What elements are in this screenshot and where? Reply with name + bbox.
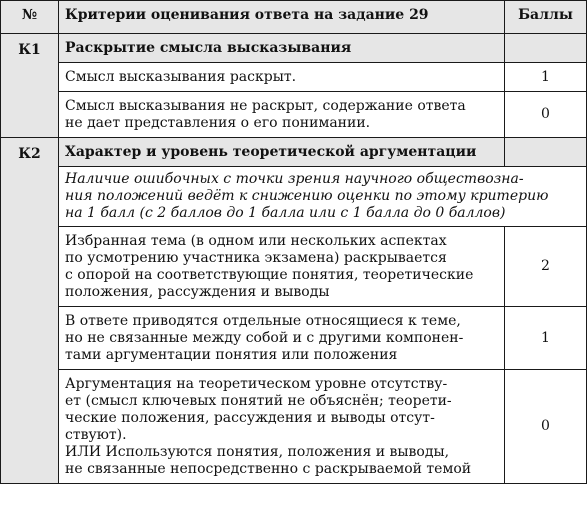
k2-code: К2 (1, 138, 59, 484)
k1-row-1-line-1: Смысл высказывания раскрыт. (65, 69, 297, 85)
k2-note-line-3: на 1 балл (с 2 баллов до 1 балла или с 1 балла до 0 баллов) (65, 205, 506, 221)
header-criteria: Критерии оценивания ответа на задание 29 (59, 1, 505, 34)
k2-row-3-desc (59, 370, 505, 484)
k1-row-2-desc (59, 92, 505, 138)
k1-code: К1 (1, 34, 59, 138)
k1-row-2 (1, 92, 587, 138)
k2-row-1-desc (59, 227, 505, 307)
k2-row-2-score: 1 (505, 307, 587, 370)
k2-row-2-desc (59, 307, 505, 370)
k2-row-3-line-4: ствуют). (65, 427, 127, 443)
k1-row-2-line-2: не дает представления о его понимании. (65, 115, 371, 131)
k2-row-3-line-2: ет (смысл ключевых понятий не объяснён; теорети- (65, 393, 452, 409)
k1-title: Раскрытие смысла высказывания (59, 34, 505, 63)
k1-row-2-score: 0 (505, 92, 587, 138)
k2-row-3-line-1: Аргументация на теоретическом уровне отсутству- (65, 376, 448, 392)
k2-row-3 (1, 370, 587, 484)
header-points: Баллы (505, 1, 587, 34)
k1-row-2-line-1: Смысл высказывания не раскрыт, содержание ответа (65, 98, 466, 114)
k2-note (59, 167, 587, 227)
k2-title: Характер и уровень теоретической аргументации (59, 138, 505, 167)
k2-note-line-2: ния положений ведёт к снижению оценки по этому критерию (65, 188, 549, 204)
k2-row-2 (1, 307, 587, 370)
header-num: № (1, 1, 59, 34)
k2-row-1-line-4: положения, рассуждения и выводы (65, 284, 330, 300)
k2-row-2-line-1: В ответе приводятся отдельные относящиеся к теме, (65, 313, 461, 329)
k2-note-row (1, 167, 587, 227)
k2-row-1-line-3: с опорой на соответствующие понятия, теоретические (65, 267, 474, 283)
k2-row-2-line-3: тами аргументации понятия или положения (65, 347, 398, 363)
k2-title-score-cell (505, 138, 587, 167)
k2-row-3-line-6: не связанные непосредственно с раскрываемой темой (65, 461, 472, 477)
k2-title-row (1, 138, 587, 167)
k1-row-1 (1, 63, 587, 92)
k2-row-2-line-2: но не связанные между собой и с другими компонен- (65, 330, 464, 346)
k1-row-1-score: 1 (505, 63, 587, 92)
k1-title-score-cell (505, 34, 587, 63)
k2-row-1-line-2: по усмотрению участника экзамена) раскрывается (65, 250, 447, 266)
k1-row-1-desc (59, 63, 505, 92)
k1-title-row (1, 34, 587, 63)
k2-row-3-line-5: ИЛИ Используются понятия, положения и выводы, (65, 444, 450, 460)
k2-row-1-score: 2 (505, 227, 587, 307)
k2-row-1 (1, 227, 587, 307)
k2-row-3-line-3: ческие положения, рассуждения и выводы отсут- (65, 410, 435, 426)
k2-note-line-1: Наличие ошибочных с точки зрения научного обществозна- (65, 171, 524, 187)
k2-row-3-score: 0 (505, 370, 587, 484)
header-row (1, 1, 587, 34)
k2-row-1-line-1: Избранная тема (в одном или нескольких аспектах (65, 233, 447, 249)
